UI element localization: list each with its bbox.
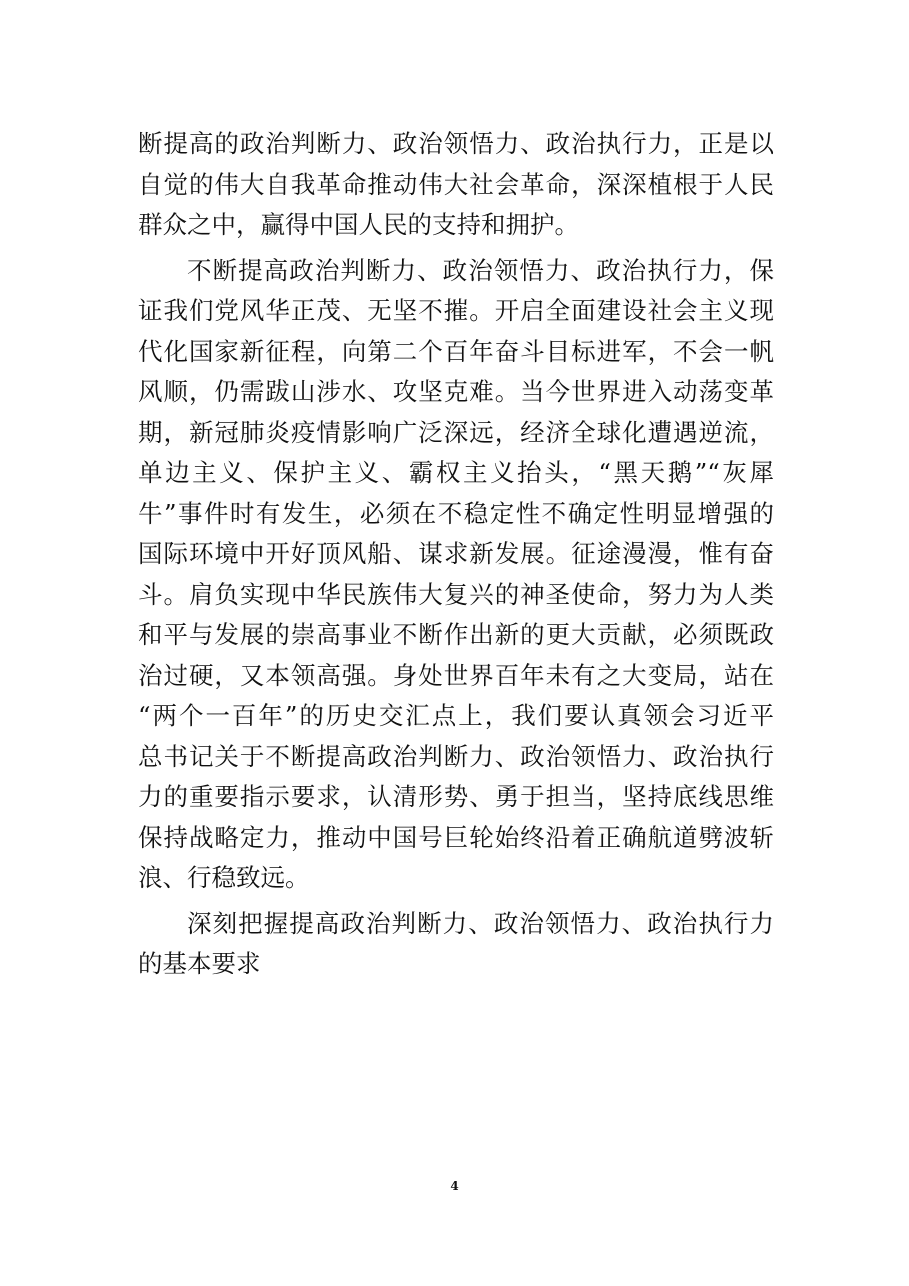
text-line: 斗。肩负实现中华民族伟大复兴的神圣使命，努力为人类 bbox=[138, 579, 774, 609]
text-line: 不断提高政治判断力、政治领悟力、政治执行力，保 bbox=[187, 255, 774, 285]
text-line: 治过硬，又本领高强。身处世界百年未有之大变局，站在 bbox=[138, 660, 774, 690]
text-line: 自觉的伟大自我革命推动伟大社会革命，深深植根于人民 bbox=[138, 169, 774, 199]
text-line: 深刻把握提高政治判断力、政治领悟力、政治执行力 bbox=[187, 908, 774, 938]
paragraph-3 bbox=[138, 904, 774, 985]
text-line: 国际环境中开好顶风船、谋求新发展。征途漫漫，惟有奋 bbox=[138, 539, 774, 568]
text-line: 力的重要指示要求，认清形势、勇于担当，坚持底线思维 bbox=[138, 782, 774, 811]
text-line: 风顺，仍需跋山涉水、攻坚克难。当今世界进入动荡变革 bbox=[138, 377, 774, 406]
body-text bbox=[138, 124, 774, 990]
text-line: 保持战略定力，推动中国号巨轮始终沿着正确航道劈波斩 bbox=[138, 822, 774, 852]
text-line: 证我们党风华正茂、无坚不摧。开启全面建设社会主义现 bbox=[138, 296, 774, 325]
paragraph-1 bbox=[138, 124, 774, 246]
text-line: 总书记关于不断提高政治判断力、政治领悟力、政治执行 bbox=[138, 741, 774, 771]
text-line: 单边主义、保护主义、霸权主义抬头，“黑天鹅”“灰犀 bbox=[138, 458, 774, 487]
text-line: 群众之中，赢得中国人民的支持和拥护。 bbox=[138, 210, 579, 239]
text-line: 代化国家新征程，向第二个百年奋斗目标进军，不会一帆 bbox=[138, 336, 774, 366]
text-line: 牛”事件时有发生，必须在不稳定性不确定性明显增强的 bbox=[138, 498, 774, 528]
text-line: 浪、行稳致远。 bbox=[138, 863, 310, 892]
text-line: 期，新冠肺炎疫情影响广泛深远，经济全球化遭遇逆流， bbox=[138, 417, 774, 447]
text-line: 的基本要求 bbox=[138, 949, 261, 978]
text-line: “两个一百年”的历史交汇点上，我们要认真领会习近平 bbox=[138, 701, 774, 730]
page-number: 4 bbox=[450, 1179, 459, 1193]
paragraph-2 bbox=[138, 251, 774, 899]
text-line: 断提高的政治判断力、政治领悟力、政治执行力，正是以 bbox=[138, 129, 774, 158]
text-line: 和平与发展的崇高事业不断作出新的更大贡献，必须既政 bbox=[138, 620, 774, 649]
